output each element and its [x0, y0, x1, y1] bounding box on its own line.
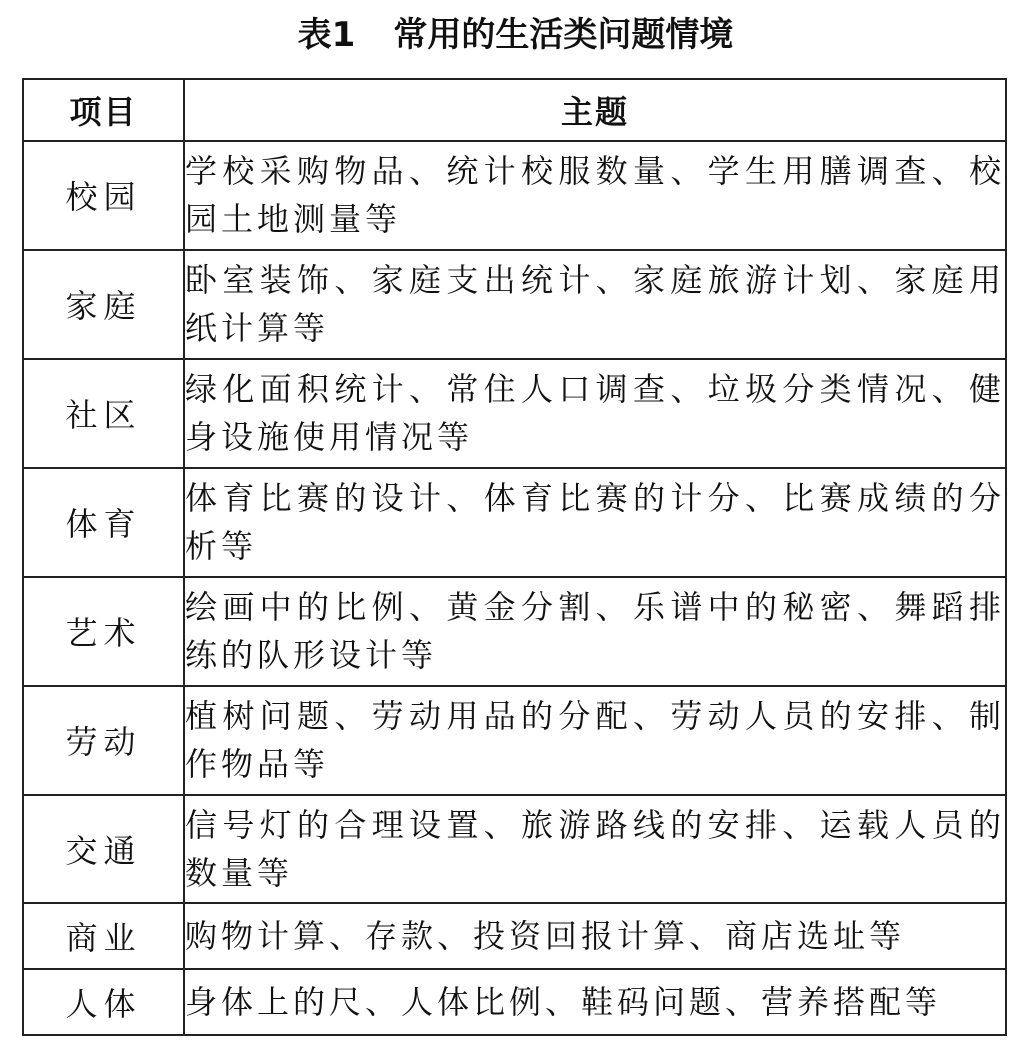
table-title: 常用的生活类问题情境 [393, 15, 734, 55]
row-item-cell: 社区 [23, 359, 184, 468]
table-row [23, 903, 1006, 969]
row-theme-cell: 学校采购物品、统计校服数量、学生用膳调查、校园土地测量等 [184, 141, 1006, 250]
row-item-cell: 交通 [23, 795, 184, 904]
row-item-cell: 商业 [23, 903, 184, 969]
row-item-cell: 家庭 [23, 250, 184, 359]
row-item-cell: 校园 [23, 141, 184, 250]
table-caption [0, 10, 1031, 60]
column-header-item: 项目 [23, 79, 184, 141]
row-theme-cell: 体育比赛的设计、体育比赛的计分、比赛成绩的分析等 [184, 468, 1006, 577]
table-row [23, 359, 1006, 468]
table-row [23, 577, 1006, 686]
table-row [23, 969, 1006, 1035]
table-number: 表1 [297, 15, 356, 55]
table-row [23, 468, 1006, 577]
table-row [23, 795, 1006, 904]
row-item-cell: 体育 [23, 468, 184, 577]
row-item-cell: 劳动 [23, 686, 184, 795]
header-row [23, 79, 1006, 141]
row-theme-cell: 绿化面积统计、常住人口调查、垃圾分类情况、健身设施使用情况等 [184, 359, 1006, 468]
problem-context-table [22, 78, 1007, 1036]
row-theme-cell: 植树问题、劳动用品的分配、劳动人员的安排、制作物品等 [184, 686, 1006, 795]
table-row [23, 250, 1006, 359]
table-row [23, 686, 1006, 795]
row-item-cell: 人体 [23, 969, 184, 1035]
row-item-cell: 艺术 [23, 577, 184, 686]
row-theme-cell: 身体上的尺、人体比例、鞋码问题、营养搭配等 [184, 969, 1006, 1035]
row-theme-cell: 购物计算、存款、投资回报计算、商店选址等 [184, 903, 1006, 969]
table-row [23, 141, 1006, 250]
row-theme-cell: 信号灯的合理设置、旅游路线的安排、运载人员的数量等 [184, 795, 1006, 904]
column-header-theme: 主题 [184, 79, 1006, 141]
row-theme-cell: 卧室装饰、家庭支出统计、家庭旅游计划、家庭用纸计算等 [184, 250, 1006, 359]
row-theme-cell: 绘画中的比例、黄金分割、乐谱中的秘密、舞蹈排练的队形设计等 [184, 577, 1006, 686]
